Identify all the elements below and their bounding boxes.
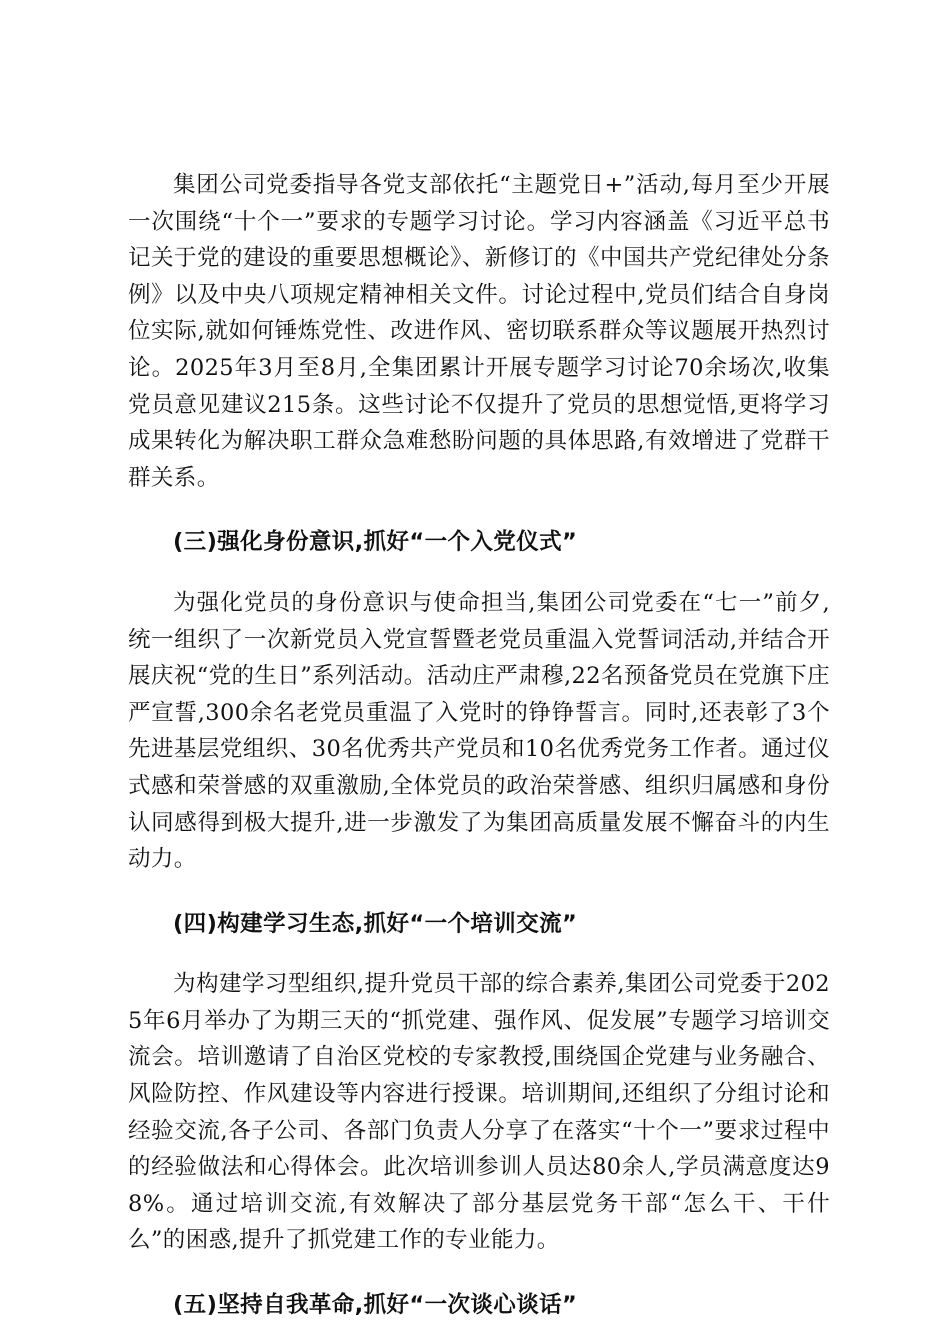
section-heading-4: (四)构建学习生态,抓好“一个培训交流” [173, 910, 578, 937]
paragraph-training-exchange: 为构建学习型组织,提升党员干部的综合素养,集团公司党委于2025年6月举办了为期三天的“抓党建、强作风、促发展”专题学习培训交流会。培训邀请了自治区党校的专家教授,围绕国企党建与业务融合、风险防控、作风建设等内容进行授课。培训期间,还组织了分组讨论和经验交流,各子公司、各部门负责人分享了在落实“十个一”要求过程中的经验做法和心得体会。此次培训参训人员达80余人,学员满意度达98%。通过培训交流,有效解决了部分基层党务干部“怎么干、干什么”的困惑,提升了抓党建工作的专业能力。 [128, 971, 830, 1254]
document-body [128, 167, 830, 1324]
paragraph-party-oath: 为强化党员的身份意识与使命担当,集团公司党委在“七一”前夕,统一组织了一次新党员入党宣誓暨老党员重温入党誓词活动,并结合开展庆祝“党的生日”系列活动。活动庄严肃穆,22名预备党员在党旗下庄严宣誓,300余名老党员重温了入党时的铮铮誓言。同时,还表彰了3个先进基层党组织、30名优秀共产党员和10名优秀党务工作者。通过仪式感和荣誉感的双重激励,全体党员的政治荣誉感、组织归属感和身份认同感得到极大提升,进一步激发了为集团高质量发展不懈奋斗的内生动力。 [128, 589, 830, 873]
paragraph-study-discussion: 集团公司党委指导各党支部依托“主题党日+”活动,每月至少开展一次围绕“十个一”要求的专题学习讨论。学习内容涵盖《习近平总书记关于党的建设的重要思想概论》、新修订的《中国共产党纪律处分条例》以及中央八项规定精神相关文件。讨论过程中,党员们结合自身岗位实际,就如何锤炼党性、改进作风、密切联系群众等议题展开热烈讨论。2025年3月至8月,全集团累计开展专题学习讨论70余场次,收集党员意见建议215条。这些讨论不仅提升了党员的思想觉悟,更将学习成果转化为解决职工群众急难愁盼问题的具体思路,有效增进了党群干群关系。 [128, 172, 830, 491]
section-heading-3: (三)强化身份意识,抓好“一个入党仪式” [173, 529, 578, 556]
section-heading-5: (五)坚持自我革命,抓好“一次谈心谈话” [173, 1292, 578, 1319]
